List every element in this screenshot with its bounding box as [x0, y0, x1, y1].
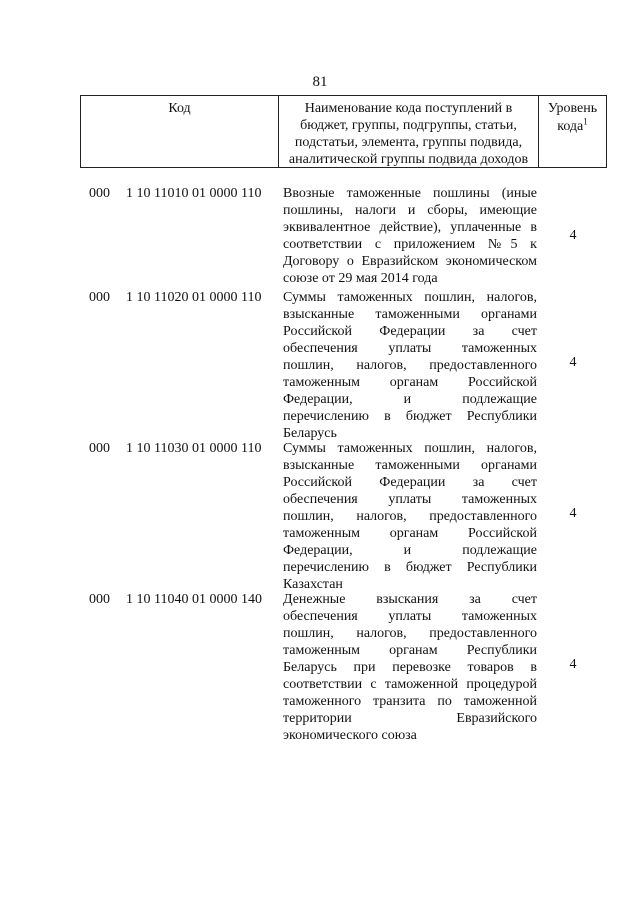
description-line: Беларусь при перевозке товаров в	[283, 660, 537, 675]
row-description	[283, 185, 537, 287]
description-line: обеспечения уплаты таможенных	[283, 341, 537, 356]
description-line: соответствии с таможенной процедурой	[283, 677, 537, 692]
header-name	[279, 96, 539, 167]
description-line: Беларусь	[283, 426, 337, 441]
header-name-line: аналитической группы подвида доходов	[288, 152, 529, 167]
description-line: Федерации, и подлежащие	[283, 543, 537, 558]
header-code: Код	[81, 96, 279, 167]
row-description	[283, 289, 537, 442]
footnote-marker: 1	[583, 116, 588, 127]
description-line: Суммы таможенных пошлин, налогов,	[283, 290, 537, 305]
description-line: обеспечения уплаты таможенных	[283, 609, 537, 624]
description-line: Федерации, и подлежащие	[283, 392, 537, 407]
row-description	[283, 591, 537, 744]
description-line: взысканные таможенными органами	[283, 307, 537, 322]
row-description	[283, 440, 537, 593]
row-prefix: 000	[89, 186, 110, 201]
header-level-line: Уровень	[547, 101, 598, 116]
row-code: 1 10 11020 01 0000 110	[126, 290, 262, 305]
page-number: 81	[312, 74, 328, 90]
description-line: перечислению в бюджет Республики	[283, 560, 537, 575]
description-line: территории Евразийского	[283, 711, 537, 726]
description-line: союзе от 29 мая 2014 года	[283, 271, 438, 286]
description-line: Договору о Евразийском экономическом	[283, 254, 537, 269]
row-prefix: 000	[89, 441, 110, 456]
description-line: Российской Федерации за счет	[283, 475, 537, 490]
row-level: 4	[569, 506, 577, 521]
row-level: 4	[569, 228, 577, 243]
description-line: Денежные взыскания за счет	[283, 592, 537, 607]
description-line: таможенным органам Республики	[283, 643, 537, 658]
row-prefix: 000	[89, 290, 110, 305]
description-line: таможенным органам Российской	[283, 375, 537, 390]
description-line: Суммы таможенных пошлин, налогов,	[283, 441, 537, 456]
row-code: 1 10 11040 01 0000 140	[126, 592, 262, 607]
header-level-line	[539, 118, 606, 136]
header-name-line: бюджет, группы, подгруппы, статьи,	[300, 118, 517, 133]
description-line: таможенного транзита по таможенной	[283, 694, 537, 709]
description-line: экономического союза	[283, 728, 417, 743]
header-level-text: кода	[557, 119, 584, 134]
description-line: таможенным органам Российской	[283, 526, 537, 541]
header-name-line: Наименование кода поступлений в	[304, 101, 513, 116]
header-name-line: подстатьи, элемента, группы подвида,	[294, 135, 523, 150]
description-line: обеспечения уплаты таможенных	[283, 492, 537, 507]
header-level	[539, 96, 606, 167]
description-line: перечислению в бюджет Республики	[283, 409, 537, 424]
description-line: взысканные таможенными органами	[283, 458, 537, 473]
description-line: Ввозные таможенные пошлины (иные	[283, 186, 537, 201]
description-line: соответствии с приложением №5 к	[283, 237, 537, 252]
row-level: 4	[569, 657, 577, 672]
description-line: пошлин, налогов, предоставленного	[283, 358, 537, 373]
row-prefix: 000	[89, 592, 110, 607]
description-line: пошлины, налоги и сборы, имеющие	[283, 203, 537, 218]
description-line: эквивалентное действие), уплаченные в	[283, 220, 537, 235]
description-line: пошлин, налогов, предоставленного	[283, 626, 537, 641]
row-code: 1 10 11010 01 0000 110	[126, 186, 262, 201]
description-line: пошлин, налогов, предоставленного	[283, 509, 537, 524]
description-line: Российской Федерации за счет	[283, 324, 537, 339]
row-level: 4	[569, 355, 577, 370]
row-code: 1 10 11030 01 0000 110	[126, 441, 262, 456]
description-line: Казахстан	[283, 577, 343, 592]
table-header	[80, 95, 607, 168]
